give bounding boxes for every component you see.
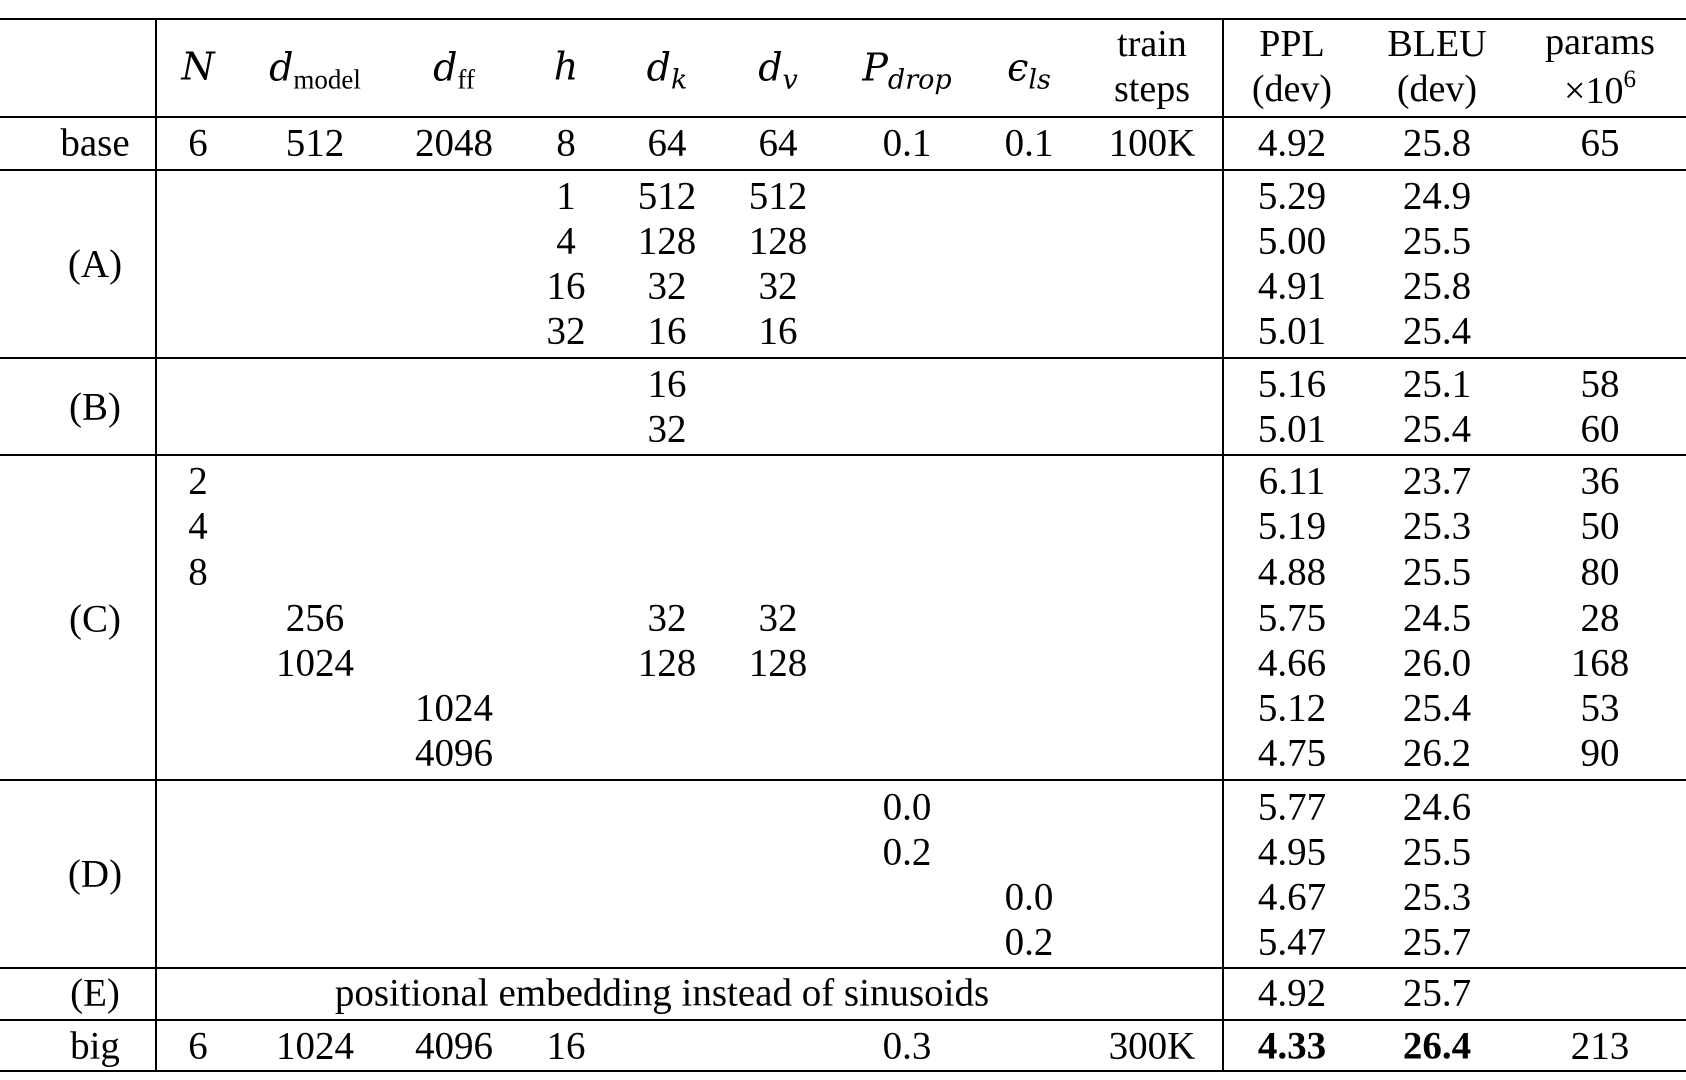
cell-ppl: 4.75 bbox=[1257, 731, 1327, 775]
cell-ppl: 4.92 bbox=[1257, 971, 1327, 1015]
cell-ppl: 5.19 bbox=[1257, 504, 1327, 548]
cell-ppl: 4.95 bbox=[1257, 830, 1327, 874]
rule-label-col bbox=[155, 18, 157, 1072]
cell-params: 65 bbox=[1580, 121, 1620, 165]
cell-bleu: 25.3 bbox=[1402, 504, 1472, 548]
cell-bleu: 25.7 bbox=[1402, 971, 1472, 1015]
header-d-v: $d_v$ bbox=[758, 45, 798, 96]
cell-h: 4 bbox=[556, 219, 576, 263]
cell-variant-description: positional embedding instead of sinusoids bbox=[334, 971, 990, 1015]
header-train-steps: train steps bbox=[1114, 23, 1190, 110]
cell-d-v: 128 bbox=[748, 219, 808, 263]
cell-ppl: 5.16 bbox=[1257, 362, 1327, 406]
row-label-e: (E) bbox=[70, 971, 120, 1015]
cell-bleu: 25.4 bbox=[1402, 686, 1472, 730]
cell-h: 8 bbox=[556, 121, 576, 165]
cell-d-model: 512 bbox=[285, 121, 345, 165]
cell-d-k: 16 bbox=[647, 362, 687, 406]
cell-ppl: 5.29 bbox=[1257, 174, 1327, 218]
cell-d-k: 32 bbox=[647, 407, 687, 451]
cell-d-ff: 4096 bbox=[415, 731, 493, 775]
cell-bleu: 23.7 bbox=[1402, 459, 1472, 503]
row-label-d: (D) bbox=[67, 852, 123, 896]
cell-n: 8 bbox=[188, 550, 208, 594]
cell-bleu: 24.5 bbox=[1402, 596, 1472, 640]
cell-ppl: 5.01 bbox=[1257, 309, 1327, 353]
rule-d bbox=[0, 967, 1686, 969]
cell-train-steps: 100K bbox=[1108, 121, 1196, 165]
cell-bleu: 25.8 bbox=[1402, 264, 1472, 308]
cell-bleu: 25.1 bbox=[1402, 362, 1472, 406]
cell-params: 53 bbox=[1580, 686, 1620, 730]
cell-h: 32 bbox=[546, 309, 586, 353]
cell-d-ff: 1024 bbox=[415, 686, 493, 730]
cell-ppl: 4.91 bbox=[1257, 264, 1327, 308]
cell-h: 16 bbox=[546, 264, 586, 308]
cell-params: 60 bbox=[1580, 407, 1620, 451]
rule-base bbox=[0, 169, 1686, 171]
cell-bleu: 25.4 bbox=[1402, 407, 1472, 451]
cell-bleu: 25.7 bbox=[1402, 920, 1472, 964]
row-label-base: base bbox=[60, 121, 130, 165]
cell-bleu: 25.4 bbox=[1402, 309, 1472, 353]
header-d-ff: $d_{ff}$ bbox=[433, 45, 475, 95]
cell-params: 58 bbox=[1580, 362, 1620, 406]
header-h: h bbox=[553, 44, 579, 89]
cell-d-k: 512 bbox=[637, 174, 697, 218]
cell-ppl: 5.01 bbox=[1257, 407, 1327, 451]
row-label-big: big bbox=[70, 1024, 120, 1068]
cell-ppl: 6.11 bbox=[1258, 459, 1326, 503]
cell-d-model: 256 bbox=[285, 596, 345, 640]
cell-d-k: 128 bbox=[637, 219, 697, 263]
cell-bleu: 24.9 bbox=[1402, 174, 1472, 218]
cell-d-k: 32 bbox=[647, 264, 687, 308]
row-label-b: (B) bbox=[69, 385, 121, 429]
cell-params: 90 bbox=[1580, 731, 1620, 775]
cell-d-ff: 4096 bbox=[415, 1024, 493, 1068]
cell-ppl: 5.77 bbox=[1257, 785, 1327, 829]
cell-n: 6 bbox=[188, 1024, 208, 1068]
cell-n: 6 bbox=[188, 121, 208, 165]
cell-p-drop: 0.1 bbox=[882, 121, 932, 165]
header-d-model: $d_{model}$ bbox=[269, 45, 361, 95]
cell-eps-ls: 0.0 bbox=[1004, 875, 1054, 919]
cell-p-drop: 0.3 bbox=[882, 1024, 932, 1068]
cell-d-ff: 2048 bbox=[415, 121, 493, 165]
rule-a bbox=[0, 357, 1686, 359]
cell-ppl: 4.67 bbox=[1257, 875, 1327, 919]
row-label-c: (C) bbox=[69, 597, 121, 641]
cell-d-k: 64 bbox=[647, 121, 687, 165]
cell-n: 2 bbox=[188, 459, 208, 503]
cell-d-k: 128 bbox=[637, 641, 697, 685]
header-n: N bbox=[181, 44, 215, 89]
row-label-a: (A) bbox=[67, 242, 123, 286]
header-d-k: $d_k$ bbox=[646, 45, 688, 96]
rule-header bbox=[0, 116, 1686, 118]
cell-h: 1 bbox=[556, 174, 576, 218]
rule-c bbox=[0, 779, 1686, 781]
cell-d-k: 16 bbox=[647, 309, 687, 353]
cell-ppl: 4.33 bbox=[1257, 1024, 1327, 1068]
cell-p-drop: 0.0 bbox=[882, 785, 932, 829]
cell-bleu: 25.8 bbox=[1402, 121, 1472, 165]
rule-top bbox=[0, 18, 1686, 20]
cell-eps-ls: 0.2 bbox=[1004, 920, 1054, 964]
cell-params: 28 bbox=[1580, 596, 1620, 640]
cell-ppl: 4.88 bbox=[1257, 550, 1327, 594]
cell-ppl: 4.66 bbox=[1257, 641, 1327, 685]
header-eps-ls: $\epsilon_{ls}$ bbox=[1007, 45, 1051, 96]
rule-bottom bbox=[0, 1070, 1686, 1072]
cell-train-steps: 300K bbox=[1108, 1024, 1196, 1068]
rule-result-col bbox=[1222, 18, 1224, 1072]
cell-d-v: 128 bbox=[748, 641, 808, 685]
cell-n: 4 bbox=[188, 504, 208, 548]
rule-b bbox=[0, 454, 1686, 456]
cell-d-v: 32 bbox=[758, 596, 798, 640]
cell-d-model: 1024 bbox=[276, 1024, 354, 1068]
cell-p-drop: 0.2 bbox=[882, 830, 932, 874]
cell-d-v: 512 bbox=[748, 174, 808, 218]
cell-bleu: 25.5 bbox=[1402, 830, 1472, 874]
header-bleu: BLEU (dev) bbox=[1387, 23, 1487, 110]
cell-ppl: 4.92 bbox=[1257, 121, 1327, 165]
cell-params: 213 bbox=[1570, 1024, 1630, 1068]
cell-params: 50 bbox=[1580, 504, 1620, 548]
cell-ppl: 5.00 bbox=[1257, 219, 1327, 263]
cell-params: 80 bbox=[1580, 550, 1620, 594]
cell-h: 16 bbox=[546, 1024, 586, 1068]
cell-bleu: 25.5 bbox=[1402, 219, 1472, 263]
cell-bleu: 26.4 bbox=[1402, 1024, 1472, 1068]
cell-bleu: 25.5 bbox=[1402, 550, 1472, 594]
cell-d-k: 32 bbox=[647, 596, 687, 640]
cell-eps-ls: 0.1 bbox=[1004, 121, 1054, 165]
rule-e bbox=[0, 1019, 1686, 1021]
cell-bleu: 25.3 bbox=[1402, 875, 1472, 919]
cell-bleu: 26.0 bbox=[1402, 641, 1472, 685]
cell-ppl: 5.12 bbox=[1257, 686, 1327, 730]
cell-params: 168 bbox=[1570, 641, 1630, 685]
cell-d-v: 32 bbox=[758, 264, 798, 308]
cell-params: 36 bbox=[1580, 459, 1620, 503]
cell-bleu: 26.2 bbox=[1402, 731, 1472, 775]
header-ppl: PPL (dev) bbox=[1251, 23, 1333, 110]
cell-d-v: 16 bbox=[758, 309, 798, 353]
cell-ppl: 5.75 bbox=[1257, 596, 1327, 640]
cell-d-v: 64 bbox=[758, 121, 798, 165]
header-p-drop: $P_{drop}$ bbox=[862, 45, 952, 96]
cell-bleu: 24.6 bbox=[1402, 785, 1472, 829]
cell-d-model: 1024 bbox=[276, 641, 354, 685]
cell-ppl: 5.47 bbox=[1257, 920, 1327, 964]
header-params: params $\times 10^6$ bbox=[1545, 21, 1655, 112]
